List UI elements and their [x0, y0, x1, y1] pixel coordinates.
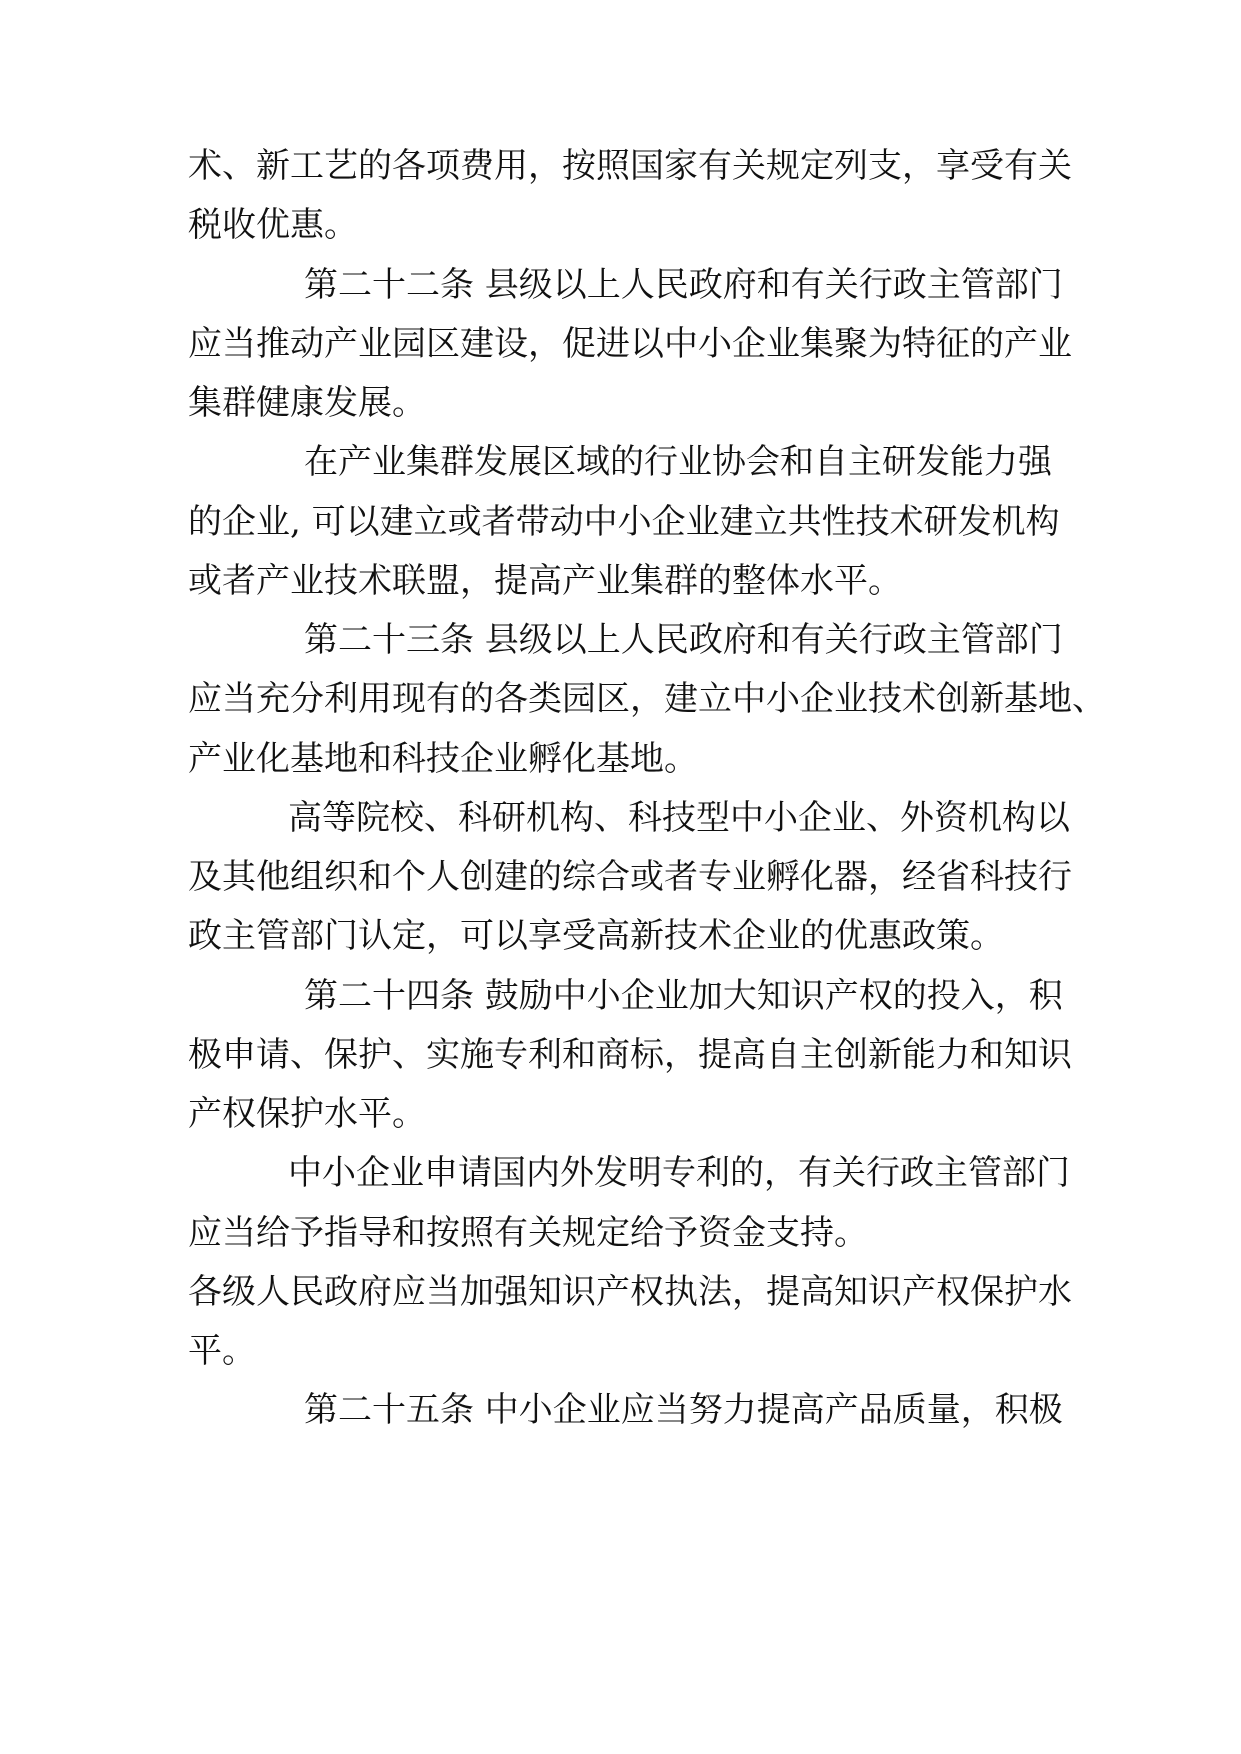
article-22-heading-line: 第二十二条 县级以上人民政府和有关行政主管部门	[304, 265, 1063, 305]
text-line-5: 集群健康发展。	[188, 383, 426, 423]
text-line-7: 的企业, 可以建立或者带动中小企业建立共性技术研发机构	[188, 502, 1060, 542]
article-24-heading-line: 第二十四条 鼓励中小企业加大知识产权的投入，积	[304, 976, 1063, 1016]
text-line-6: 在产业集群发展区域的行业协会和自主研发能力强	[304, 442, 1052, 482]
text-line-17: 产权保护水平。	[188, 1094, 426, 1134]
text-line-19: 应当给予指导和按照有关规定给予资金支持。	[188, 1213, 868, 1253]
text-line-16: 极申请、保护、实施专利和商标，提高自主创新能力和知识	[188, 1035, 1072, 1075]
text-line-10: 应当充分利用现有的各类园区，建立中小企业技术创新基地、	[188, 679, 1106, 719]
text-line-8: 或者产业技术联盟，提高产业集群的整体水平。	[188, 561, 902, 601]
article-25-heading-line: 第二十五条 中小企业应当努力提高产品质量，积极	[304, 1390, 1063, 1430]
text-line-14: 政主管部门认定，可以享受高新技术企业的优惠政策。	[188, 916, 1004, 956]
text-line-12: 高等院校、科研机构、科技型中小企业、外资机构以	[288, 798, 1070, 838]
text-line-18: 中小企业申请国内外发明专利的，有关行政主管部门	[288, 1153, 1070, 1193]
text-line-11: 产业化基地和科技企业孵化基地。	[188, 739, 698, 779]
text-line-13: 及其他组织和个人创建的综合或者专业孵化器，经省科技行	[188, 857, 1072, 897]
text-line-21: 平。	[188, 1331, 256, 1371]
text-line-20: 各级人民政府应当加强知识产权执法，提高知识产权保护水	[188, 1272, 1072, 1312]
article-23-heading-line: 第二十三条 县级以上人民政府和有关行政主管部门	[304, 620, 1063, 660]
text-line-4: 应当推动产业园区建设，促进以中小企业集聚为特征的产业	[188, 324, 1072, 364]
text-line-1: 术、新工艺的各项费用，按照国家有关规定列支，享受有关	[188, 146, 1072, 186]
text-line-2: 税收优惠。	[188, 205, 358, 245]
